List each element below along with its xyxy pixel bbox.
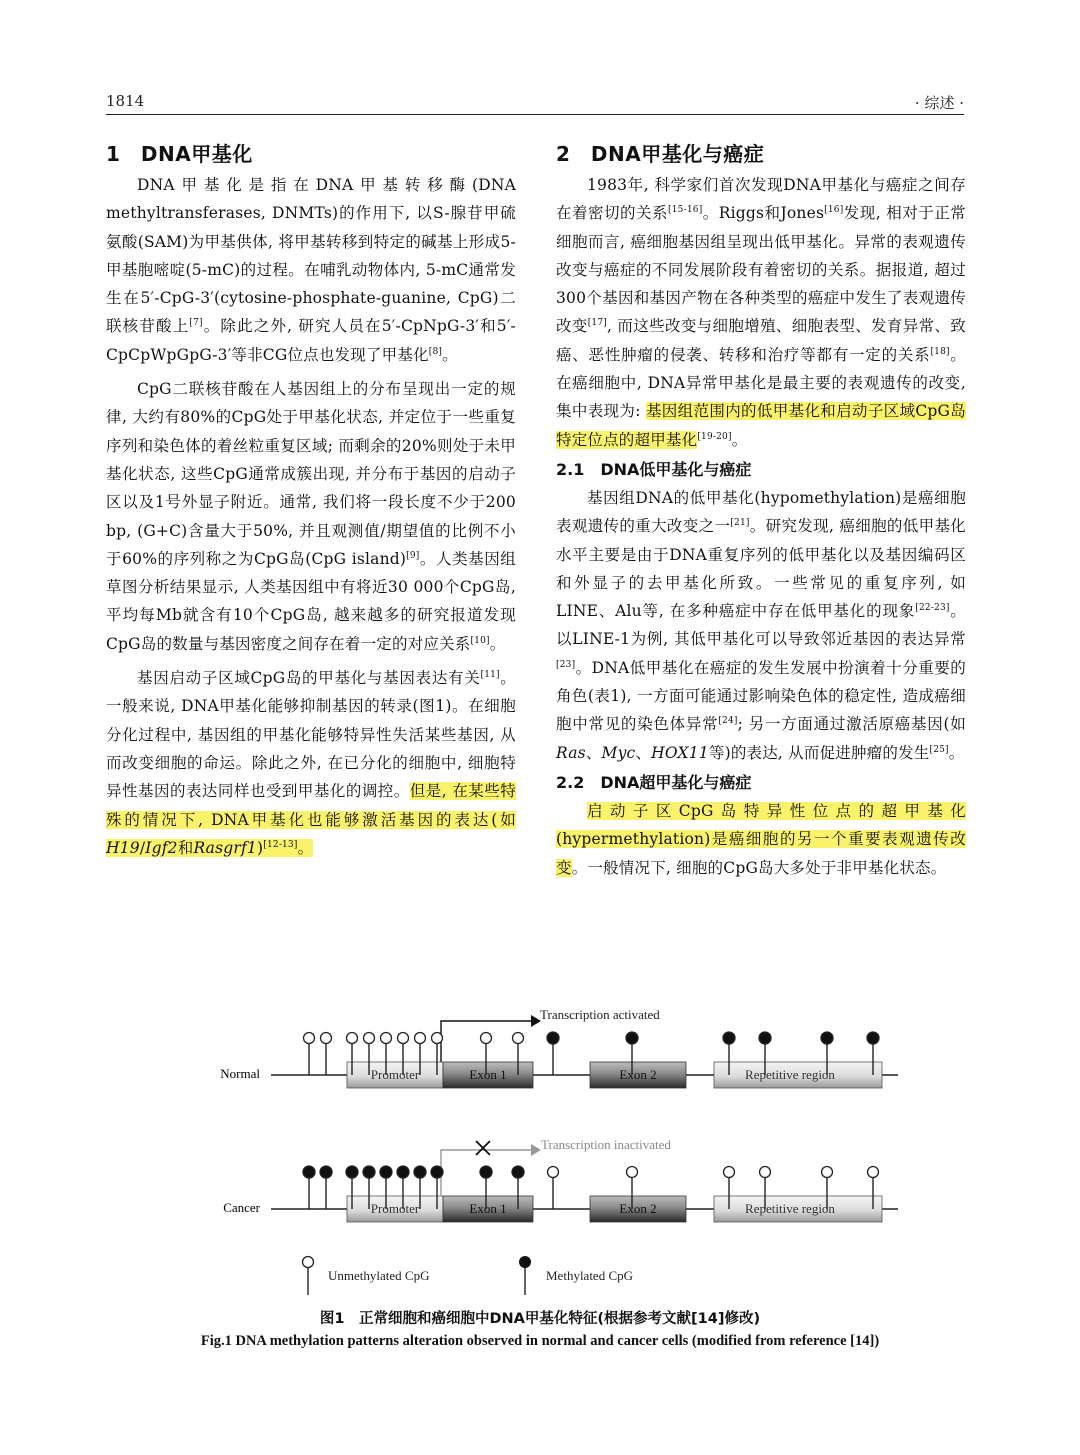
unmethylated-cpg-icon <box>481 1033 492 1044</box>
unmethylated-cpg-icon <box>760 1167 771 1178</box>
citation: [25] <box>929 744 949 755</box>
paragraph: 基因组DNA的低甲基化(hypomethylation)是癌细胞表观遗传的重大改变之一[21]。研究发现, 癌细胞的低甲基化水平主要是由于DNA重复序列的低甲基化以及基因编码区和外显子的去甲基化所致。一些常见的重复序列, 如LINE、Alu等, 在多种癌症中存在低甲基化的现象[22-23]。以LINE-1为例, 其低甲基化可以导致邻近基因的表达异常[23]。DNA低甲基化在癌症的发生发展中扮演着十分重要的角色(表1), 一方面可能通过影响染色体的稳定性, 造成癌细胞中常见的染色体异常[24]; 另一方面通过激活原癌基因(如Ras、Myc、HOX11等)的表达, 从而促进肿瘤的发生[25]。 <box>556 488 967 762</box>
unmethylated-cpg-icon <box>304 1033 315 1044</box>
methylated-cpg-icon <box>867 1032 879 1044</box>
methylated-cpg-icon <box>363 1166 375 1178</box>
citation: [10] <box>470 635 490 646</box>
label-exon2: Exon 2 <box>619 1201 657 1216</box>
unmethylated-cpg-icon <box>822 1167 833 1178</box>
arrow-head <box>531 1144 541 1156</box>
citation: [17] <box>587 318 607 329</box>
unmethylated-cpg-icon <box>364 1033 375 1044</box>
citation: [9] <box>406 550 420 561</box>
highlighted-text: 但是, 在某些特殊的情况下, DNA甲基化也能够激活基因的表达(如H19/Igf2和Rasgrf1)[12-13]。 <box>106 782 516 857</box>
label-repetitive: Repetitive region <box>745 1067 835 1082</box>
methylated-cpg-icon <box>512 1166 524 1178</box>
paragraph: CpG二联核苷酸在人基因组上的分布呈现出一定的规律, 大约有80%的CpG处于甲基化状态, 并定位于一些重复序列和染色体的着丝粒重复区域; 而剩余的20%则处于未甲基化状态, 这些CpG通常成簇出现, 并分布于基因的启动子区以及1号外显子附近。通常, 我们将一段长度不少于200 bp, (G+C)含量大于50%, 并且观测值/期望值的比例不小于60%的序列称之为CpG岛(CpG island)[9]。人类基因组草图分析结果显示, 人类基因组中有将近30 000个CpG岛, 平均每Mb就含有10个CpG岛, 越来越多的研究报道发现CpG岛的数量与基因密度之间存在着一定的对应关系[10]。 <box>106 380 516 653</box>
row-label-cancer: Cancer <box>223 1200 260 1215</box>
row-label-normal: Normal <box>220 1066 260 1081</box>
label-exon1: Exon 1 <box>469 1067 507 1082</box>
block-x-icon <box>476 1141 490 1155</box>
label-repetitive: Repetitive region <box>745 1201 835 1216</box>
citation: [21] <box>730 518 750 529</box>
unmethylated-cpg-icon <box>432 1033 443 1044</box>
methylated-cpg-icon <box>821 1032 833 1044</box>
unmethylated-cpg-icon <box>724 1167 735 1178</box>
methylated-cpg-icon <box>626 1032 638 1044</box>
paragraph: 基因启动子区域CpG岛的甲基化与基因表达有关[11]。一般来说, DNA甲基化能够抑制基因的转录(图1)。在细胞分化过程中, 基因组的甲基化能够特异性失活某些基因, 从而改变细胞的命运。除此之外, 在已分化的细胞中, 细胞特异性基因的表达同样也受到甲基化的调控。但是, 在某些特殊的情况下, DNA甲基化也能够激活基因的表达(如H19/Igf2和Rasgrf1)[12-13]。 <box>106 669 516 857</box>
legend-unmethylated: Unmethylated CpG <box>328 1268 430 1283</box>
unmethylated-cpg-icon <box>381 1033 392 1044</box>
citation: [24] <box>718 716 738 727</box>
methylated-cpg-icon <box>414 1166 426 1178</box>
label-promoter: Promoter <box>370 1067 420 1082</box>
label-transcription-inactivated: Transcription inactivated <box>541 1137 671 1152</box>
running-header <box>106 92 964 115</box>
citation: [22-23] <box>915 603 950 614</box>
methylated-cpg-icon <box>519 1256 531 1268</box>
citation: [15-16] <box>668 205 703 216</box>
methylated-cpg-icon <box>303 1166 315 1178</box>
subsection-heading-2-2: 2.2 DNA超甲基化与癌症 <box>556 772 752 792</box>
citation: [11] <box>480 670 500 681</box>
unmethylated-cpg-icon <box>415 1033 426 1044</box>
unmethylated-cpg-icon <box>513 1033 524 1044</box>
label-transcription-activated: Transcription activated <box>540 1007 660 1022</box>
methylated-cpg-icon <box>723 1032 735 1044</box>
highlighted-text: 启动子区CpG岛特异性位点的超甲基化(hypermethylation)是癌细胞的另一个重要表观遗传改变 <box>556 801 966 877</box>
subsection-heading-2-1: 2.1 DNA低甲基化与癌症 <box>556 459 752 479</box>
paragraph: 启动子区CpG岛特异性位点的超甲基化(hypermethylation)是癌细胞的另一个重要表观遗传改变。一般情况下, 细胞的CpG岛大多处于非甲基化状态。 <box>556 801 966 877</box>
unmethylated-cpg-icon <box>321 1033 332 1044</box>
unmethylated-cpg-icon <box>627 1167 638 1178</box>
label-exon2: Exon 2 <box>619 1067 657 1082</box>
citation: [7] <box>189 318 203 329</box>
methylated-cpg-icon <box>547 1032 559 1044</box>
figure-caption-cn: 图1 正常细胞和癌细胞中DNA甲基化特征(根据参考文献[14]修改) <box>319 1311 761 1327</box>
right-column <box>556 138 966 882</box>
methylated-cpg-icon <box>346 1166 358 1178</box>
unmethylated-cpg-icon <box>868 1167 879 1178</box>
label-promoter: Promoter <box>370 1201 420 1216</box>
citation: [19-20] <box>697 431 732 442</box>
page-number: 1814 <box>106 92 145 110</box>
highlighted-text: 基因组范围内的低甲基化和启动子区域CpG岛特定位点的超甲基化 <box>556 402 966 449</box>
figure-1 <box>0 1000 1080 1300</box>
methylated-cpg-icon <box>397 1166 409 1178</box>
figure-caption-en: Fig.1 DNA methylation patterns alteration observed in normal and cancer cells (modified from reference [14]) <box>200 1333 880 1349</box>
unmethylated-cpg-icon <box>398 1033 409 1044</box>
citation: [18] <box>930 346 950 357</box>
section-heading-1: 1 DNA甲基化 <box>106 142 253 166</box>
methylated-cpg-icon <box>320 1166 332 1178</box>
methylated-cpg-icon <box>380 1166 392 1178</box>
paragraph: DNA甲基化是指在DNA甲基转移酶(DNA methyltransferases, DNMTs)的作用下, 以S-腺苷甲硫氨酸(SAM)为甲基供体, 将甲基转移到特定的碱基上形成5-甲基胞嘧啶(5-mC)的过程。在哺乳动物体内, 5-mC通常发生在5′-CpG-3′(cytosine-phosphate-guanine, CpG)二联核苷酸上[7]。除此之外, 研究人员在5′-CpNpG-3′和5′-CpCpWpGpG-3′等非CG位点也发现了甲基化[8]。 <box>106 176 516 364</box>
citation: [12-13] <box>263 839 298 850</box>
paragraph: 1983年, 科学家们首次发现DNA甲基化与癌症之间存在着密切的关系[15-16]。Riggs和Jones[16]发现, 相对于正常细胞而言, 癌细胞基因组呈现出低甲基化。异常的表观遗传改变与癌症的不同发展阶段有着密切的关系。据报道, 超过300个基因和基因产物在各种类型的癌症中发生了表观遗传改变[17], 而这些改变与细胞增殖、细胞表型、发育异常、致癌、恶性肿瘤的侵袭、转移和治疗等都有一定的关系[18]。在癌细胞中, DNA异常甲基化是最主要的表观遗传的改变, 集中表现为: 基因组范围内的低甲基化和启动子区域CpG岛特定位点的超甲基化[19-20]。 <box>556 176 967 449</box>
methylated-cpg-icon <box>759 1032 771 1044</box>
methylated-cpg-icon <box>480 1166 492 1178</box>
methylated-cpg-icon <box>431 1166 443 1178</box>
section-heading-2: 2 DNA甲基化与癌症 <box>556 142 765 166</box>
citation: [23] <box>556 659 576 670</box>
unmethylated-cpg-icon <box>303 1257 314 1268</box>
legend-methylated: Methylated CpG <box>546 1268 634 1283</box>
unmethylated-cpg-icon <box>347 1033 358 1044</box>
label-exon1: Exon 1 <box>469 1201 507 1216</box>
section-label: · 综述 · <box>914 94 964 112</box>
citation: [8] <box>428 346 443 357</box>
citation: [16] <box>824 205 844 216</box>
left-column <box>106 138 516 862</box>
unmethylated-cpg-icon <box>548 1167 559 1178</box>
